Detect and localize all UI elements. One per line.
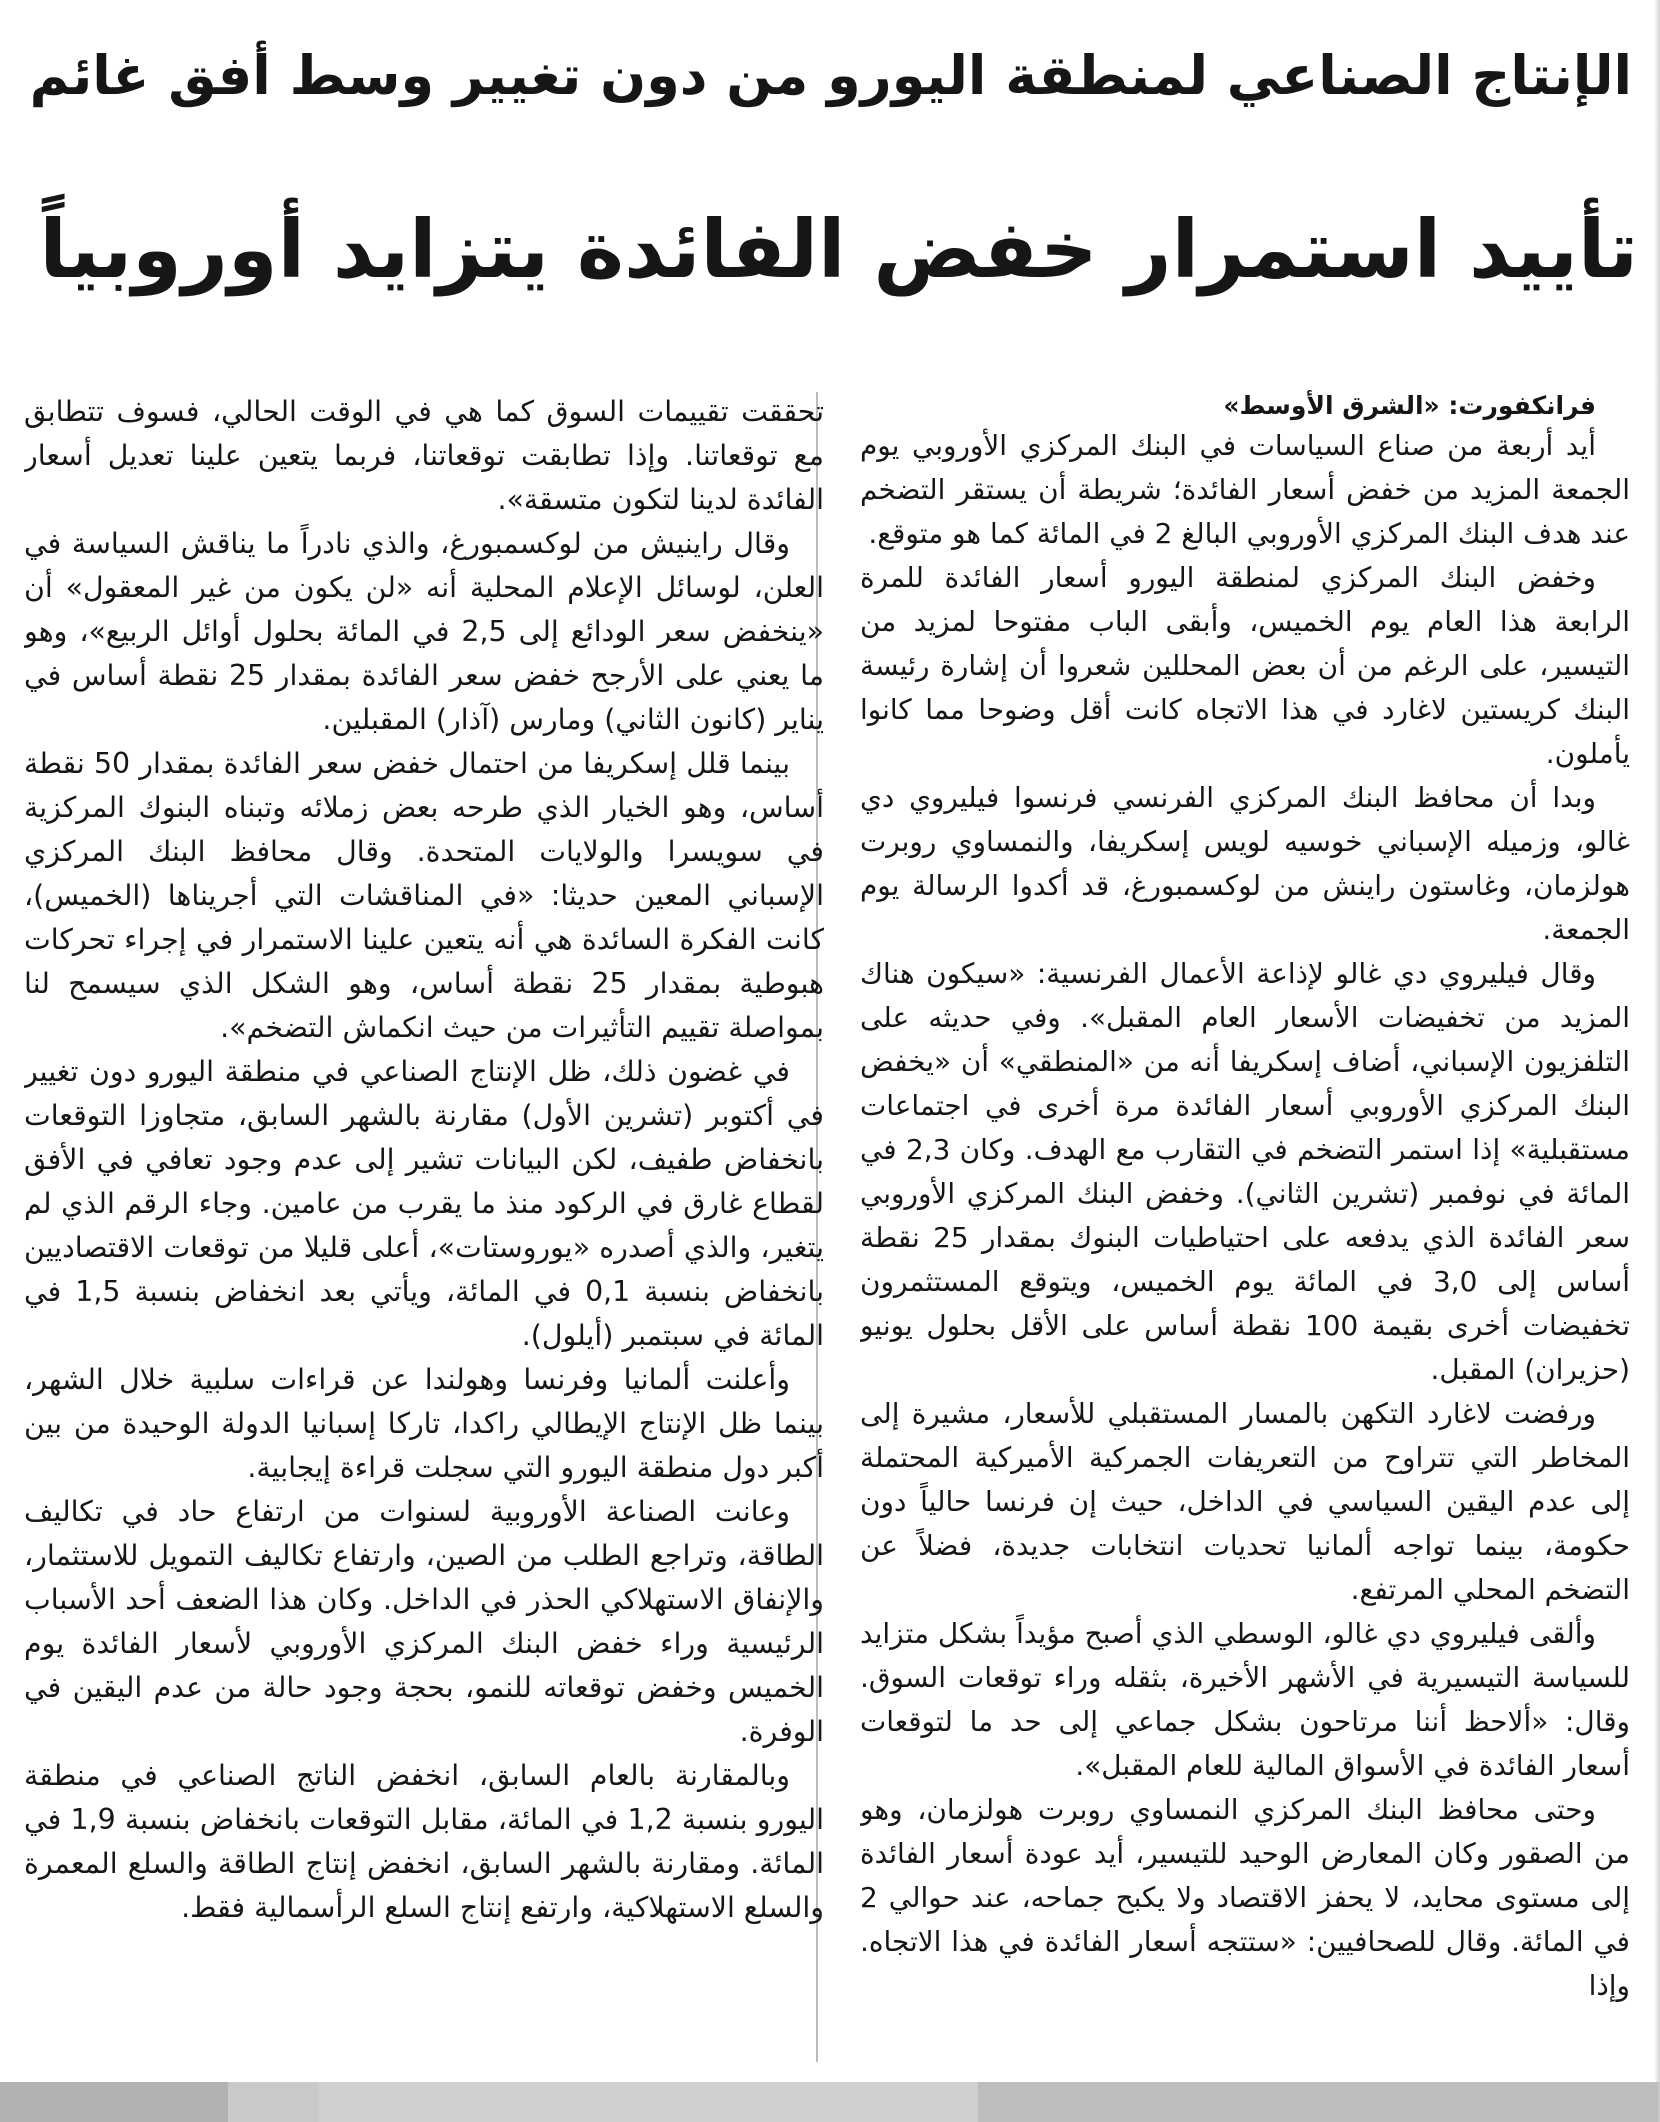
- article-kicker: الإنتاج الصناعي لمنطقة اليورو من دون تغيير وسط أفق غائم: [29, 44, 1632, 107]
- strip-segment: [318, 2082, 978, 2122]
- paragraph: وبدا أن محافظ البنك المركزي الفرنسي فرنسوا فيليروي دي غالو، وزميله الإسباني خوسيه لويس إسكريفا، والنمساوي روبرت هولزمان، وغاستون راينش من لوكسمبورغ، قد أكدوا الرسالة يوم الجمعة.: [860, 781, 1630, 946]
- paragraph: وخفض البنك المركزي لمنطقة اليورو أسعار الفائدة للمرة الرابعة هذا العام يوم الخميس، وأبقى الباب مفتوحا لمزيد من التيسير، على الرغم من أن بعض المحللين شعروا أن إشارة رئيسة البنك كريستين لاغارد في هذا الاتجاه كانت أقل وضوحا مما كانوا يأملون.: [860, 561, 1630, 770]
- paragraph: وقال راينيش من لوكسمبورغ، والذي نادراً ما يناقش السياسة في العلن، لوسائل الإعلام المحلية أنه «لن يكون من غير المعقول» أن «ينخفض سعر الودائع إلى 2,5 في المائة بحلول أوائل الربيع»، وهو ما يعني على الأرجح خفض سعر الفائدة بمقدار 25 نقطة أساس في يناير (كانون الثاني) ومارس (آذار) المقبلين.: [24, 527, 824, 736]
- paragraph: بينما قلل إسكريفا من احتمال خفض سعر الفائدة بمقدار 50 نقطة أساس، وهو الخيار الذي طرحه بعض زملائه وتبناه البنوك المركزية في سويسرا والولايات المتحدة. وقال محافظ البنك المركزي الإسباني المعين حديثا: «في المناقشات التي أجريناها (الخميس)، كانت الفكرة السائدة هي أنه يتعين علينا الاستمرار في إجراء تحركات هبوطية بمقدار 25 نقطة أساس، وهو الشكل الذي سيسمح لنا بمواصلة تقييم التأثيرات من حيث انكماش التضخم».: [24, 747, 824, 1044]
- paragraph: وبالمقارنة بالعام السابق، انخفض الناتج الصناعي في منطقة اليورو بنسبة 1,2 في المائة، مقابل التوقعات بانخفاض بنسبة 1,9 في المائة. ومقارنة بالشهر السابق، انخفض إنتاج الطاقة والسلع المعمرة والسلع الاستهلاكية، وارتفع إنتاج السلع الرأسمالية فقط.: [24, 1759, 824, 1924]
- paragraph: تحققت تقييمات السوق كما هي في الوقت الحالي، فسوف تتطابق مع توقعاتنا. وإذا تطابقت توقعاتنا، فربما يتعين علينا تعديل أسعار الفائدة لدينا لتكون متسقة».: [24, 395, 824, 516]
- page-edge-shadow: [1654, 0, 1660, 2082]
- paragraph: أيد أربعة من صناع السياسات في البنك المركزي الأوروبي يوم الجمعة المزيد من خفض أسعار الفائدة؛ شريطة أن يستقر التضخم عند هدف البنك المركزي الأوروبي البالغ 2 في المائة كما هو متوقع.: [860, 429, 1630, 550]
- article-headline: تأييد استمرار خفض الفائدة يتزايد أوروبياً: [39, 203, 1638, 296]
- left-column: [24, 390, 824, 2050]
- paragraph: وعانت الصناعة الأوروبية لسنوات من ارتفاع حاد في تكاليف الطاقة، وتراجع الطلب من الصين، وارتفاع تكاليف التمويل للاستثمار، والإنفاق الاستهلاكي الحذر في الداخل. وكان هذا الضعف أحد الأسباب الرئيسية وراء خفض البنك المركزي الأوروبي لأسعار الفائدة يوم الخميس وخفض توقعاته للنمو، بحجة وجود حالة من عدم اليقين في الوفرة.: [24, 1495, 824, 1748]
- paragraph: ورفضت لاغارد التكهن بالمسار المستقبلي للأسعار، مشيرة إلى المخاطر التي تتراوح من التعريفات الجمركية الأميركية المحتملة إلى عدم اليقين السياسي في الداخل، حيث إن فرنسا حالياً دون حكومة، بينما تواجه ألمانيا تحديات انتخابات جديدة، فضلاً عن التضخم المحلي المرتفع.: [860, 1397, 1630, 1606]
- byline: فرانكفورت: «الشرق الأوسط»: [1223, 391, 1596, 420]
- strip-segment: [0, 2082, 228, 2122]
- paragraph: وأعلنت ألمانيا وفرنسا وهولندا عن قراءات سلبية خلال الشهر، بينما ظل الإنتاج الإيطالي راكدا، تاركا إسبانيا الدولة الوحيدة من بين أكبر دول منطقة اليورو التي سجلت قراءة إيجابية.: [24, 1363, 824, 1484]
- strip-segment: [978, 2082, 1658, 2122]
- bottom-strip: [0, 2082, 1660, 2122]
- paragraph: وألقى فيليروي دي غالو، الوسطي الذي أصبح مؤيداً بشكل متزايد للسياسة التيسيرية في الأشهر الأخيرة، بثقله وراء توقعات السوق. وقال: «ألاحظ أننا مرتاحون بشكل جماعي إلى حد ما لتوقعات أسعار الفائدة في الأسواق المالية للعام المقبل».: [860, 1617, 1630, 1782]
- paragraph: وحتى محافظ البنك المركزي النمساوي روبرت هولزمان، وهو من الصقور وكان المعارض الوحيد للتيسير، أيد عودة أسعار الفائدة إلى مستوى محايد، لا يحفز الاقتصاد ولا يكبح جماحه، عند حوالي 2 في المائة. وقال للصحافيين: «ستتجه أسعار الفائدة في هذا الاتجاه. وإذا: [860, 1793, 1630, 2002]
- paragraph: وقال فيليروي دي غالو لإذاعة الأعمال الفرنسية: «سيكون هناك المزيد من تخفيضات الأسعار العام المقبل». وفي حديثه على التلفزيون الإسباني، أضاف إسكريفا أنه من «المنطقي» أن «يخفض البنك المركزي الأوروبي أسعار الفائدة مرة أخرى في اجتماعات مستقبلية» إذا استمر التضخم في التقارب مع الهدف. وكان 2,3 في المائة في نوفمبر (تشرين الثاني). وخفض البنك المركزي الأوروبي سعر الفائدة الذي يدفعه على احتياطيات البنوك بمقدار 25 نقطة أساس إلى 3,0 في المائة يوم الخميس، ويتوقع المستثمرون تخفيضات أخرى بقيمة 100 نقطة أساس على الأقل بحلول يونيو (حزيران) المقبل.: [860, 957, 1630, 1386]
- paragraph: في غضون ذلك، ظل الإنتاج الصناعي في منطقة اليورو دون تغيير في أكتوبر (تشرين الأول) مقارنة بالشهر السابق، متجاوزا التوقعات بانخفاض طفيف، لكن البيانات تشير إلى عدم وجود تعافي في الأفق لقطاع غارق في الركود منذ ما يقرب من عامين. وجاء الرقم الذي لم يتغير، والذي أصدره «يوروستات»، أعلى قليلا من توقعات الاقتصاديين بانخفاض بنسبة 0,1 في المائة، ويأتي بعد انخفاض بنسبة 1,5 في المائة في سبتمبر (أيلول).: [24, 1055, 824, 1352]
- right-column: [860, 388, 1630, 2048]
